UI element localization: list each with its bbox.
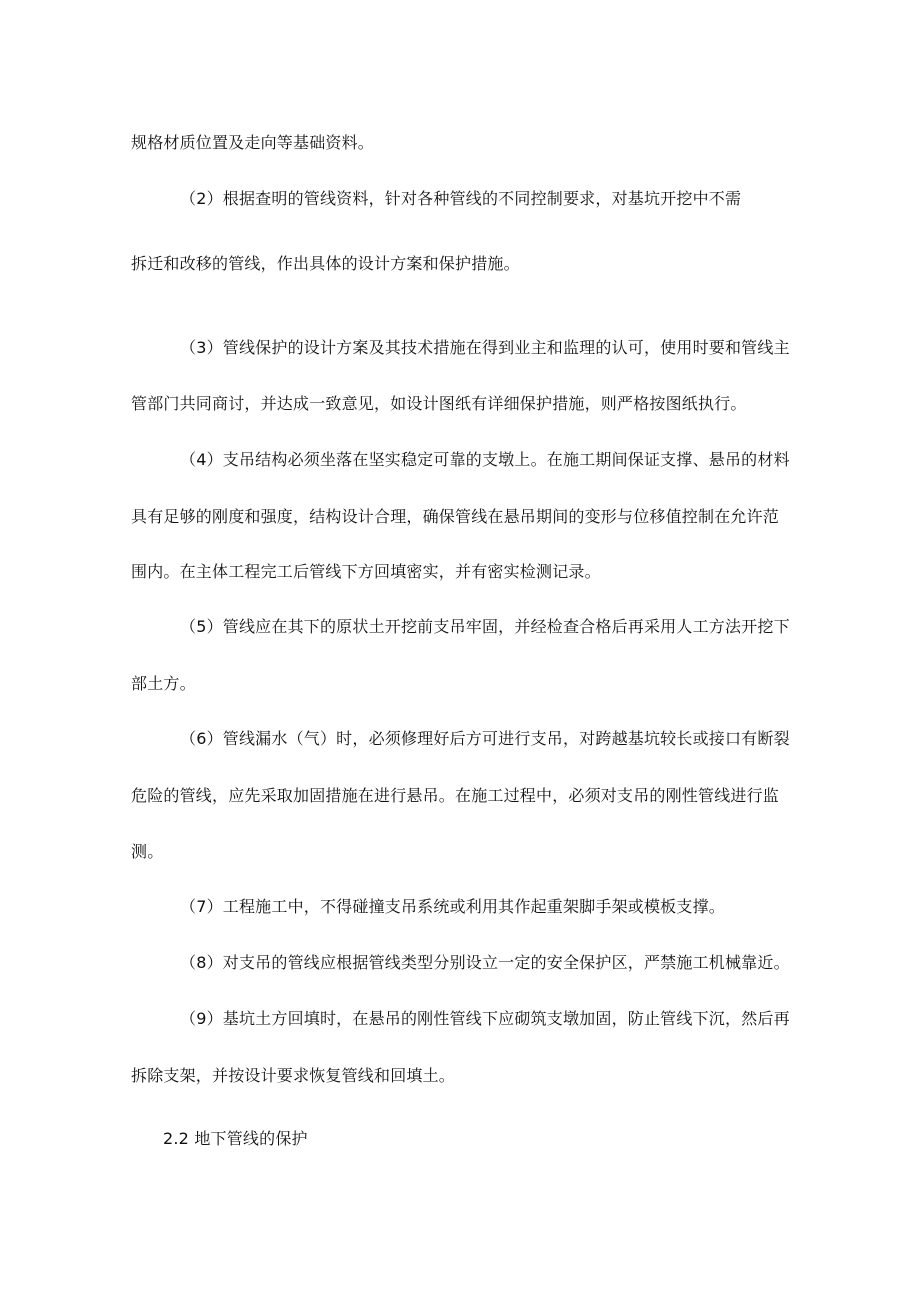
text-line: （3）管线保护的设计方案及其技术措施在得到业主和监理的认可，使用时要和管线主 xyxy=(180,338,790,357)
text-line: 部土方。 xyxy=(131,674,196,693)
text-line: （2）根据查明的管线资料，针对各种管线的不同控制要求，对基坑开挖中不需 xyxy=(180,189,742,208)
text-line: （8）对支吊的管线应根据管线类型分别设立一定的安全保护区，严禁施工机械靠近。 xyxy=(180,953,790,972)
text-line: 拆除支架，并按设计要求恢复管线和回填土。 xyxy=(131,1066,456,1085)
text-line: （6）管线漏水（气）时，必须修理好后方可进行支吊，对跨越基坑较长或接口有断裂 xyxy=(180,729,790,748)
text-line: （9）基坑土方回填时，在悬吊的刚性管线下应砌筑支墩加固，防止管线下沉，然后再 xyxy=(180,1009,790,1028)
text-line: （5）管线应在其下的原状土开挖前支吊牢固，并经检查合格后再采用人工方法开挖下 xyxy=(180,617,790,636)
text-line: 危险的管线，应先采取加固措施在进行悬吊。在施工过程中，必须对支吊的刚性管线进行监 xyxy=(131,786,780,805)
text-line: 具有足够的刚度和强度，结构设计合理，确保管线在悬吊期间的变形与位移值控制在允许范 xyxy=(131,507,780,526)
text-line: 拆迁和改移的管线，作出具体的设计方案和保护措施。 xyxy=(131,254,520,273)
text-line: （4）支吊结构必须坐落在坚实稳定可靠的支墩上。在施工期间保证支撑、悬吊的材料 xyxy=(180,450,790,469)
text-line: 规格材质位置及走向等基础资料。 xyxy=(131,133,375,152)
section-heading: 2.2 地下管线的保护 xyxy=(163,1129,308,1148)
text-line: 管部门共同商讨，并达成一致意见，如设计图纸有详细保护措施，则严格按图纸执行。 xyxy=(131,394,747,413)
text-line: （7）工程施工中，不得碰撞支吊系统或利用其作起重架脚手架或模板支撑。 xyxy=(180,897,725,916)
text-line: 围内。在主体工程完工后管线下方回填密实，并有密实检测记录。 xyxy=(131,562,601,581)
text-line: 测。 xyxy=(131,842,164,861)
